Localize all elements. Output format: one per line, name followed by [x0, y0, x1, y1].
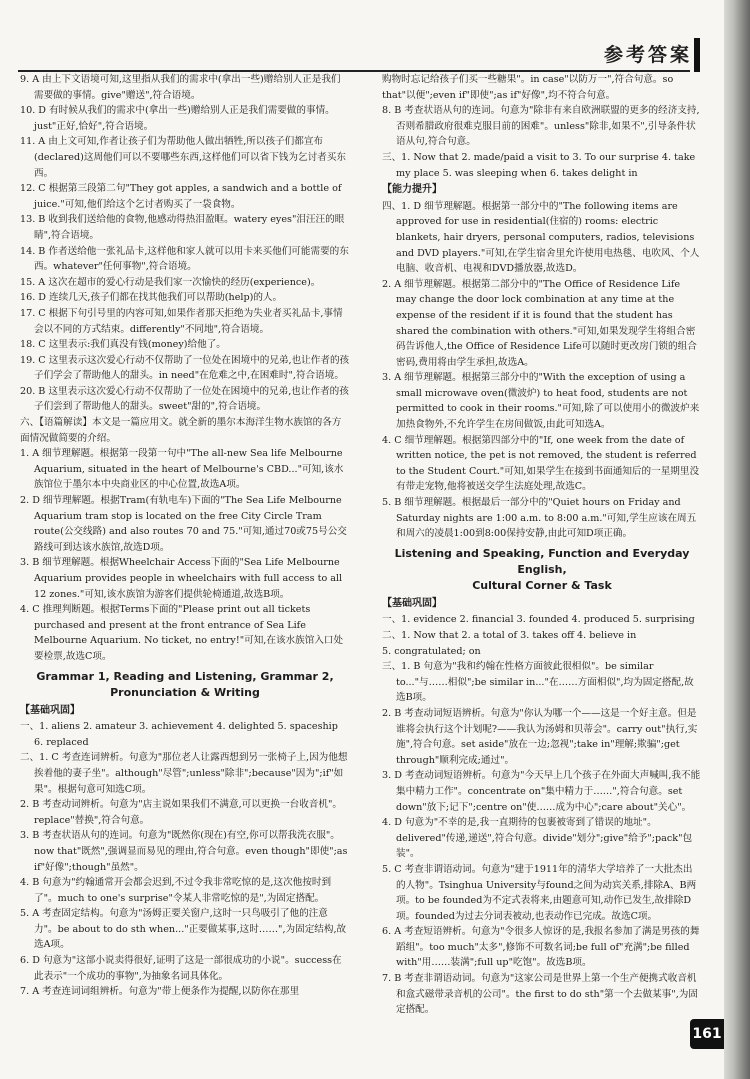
- answer-item: 3. B 细节理解题。根据Wheelchair Access下面的"Sea Life Melbourne Aquarium provides people in wheelchairs with full access to all 12 zones."可知,该水族馆为游客们提供轮椅通道,故选B项。: [20, 557, 343, 600]
- answer-item: 2. B 考查动词短语辨析。句意为"你认为哪一个——这是一个好主意。但是谁将会执行这个计划呢?——我认为汤姆和贝蒂会"。carry out"执行,实施",符合句意。set aside"放在一边;忽视";take in"理解;欺骗";get through"顺利完成;通过"。: [382, 707, 698, 766]
- subsection-tag: 【基础巩固】: [20, 704, 80, 716]
- section-heading: Listening and Speaking, Function and Everyday English, Cultural Corner & Task: [394, 546, 690, 592]
- answer-item: 20. B 这里表示这次爱心行动不仅帮助了一位处在困境中的兄弟,也让作者的孩子们尝到了帮助他人的甜头。sweet"甜的",符合语境。: [20, 385, 349, 413]
- answer-item: 6. D 句意为"这部小说卖得很好,证明了这是一部很成功的小说"。success在此表示"一个成功的事物",为抽象名词具体化。: [20, 955, 342, 982]
- page-title: 参考答案: [603, 44, 692, 66]
- answer-item: 2. D 细节理解题。根据Tram(有轨电车)下面的"The Sea Life Melbourne Aquarium tram stop is located on the free City Circle Tram route(公交线路) and also routes 70 and 75."可知,通过70或75号公交路线可到达该水族馆,故选D项。: [20, 495, 347, 553]
- answer-item: 5. C 考查非谓语动词。句意为"建于1911年的清华大学培养了一大批杰出的人物"。Tsinghua University与found之间为动宾关系,排除A、B两项。to be founded为不定式表将来,由题意可知,动作已发生,故排除D项。founded为过去分词表被动,也表动作已完成。故选C项。: [382, 863, 697, 922]
- right-column: [382, 72, 702, 1018]
- answer-item: 4. D 句意为"不幸的是,我一直期待的包裹被寄到了错误的地址"。delivered"传递,递送",符合句意。divide"划分";give"给予";pack"包装"。: [382, 817, 693, 860]
- answer-item: 11. A 由上文可知,作者让孩子们为帮助他人做出牺牲,所以孩子们都宣布(declared)这周他们可以不要哪些东西,这样他们可以省下钱为乞讨者买东西。: [20, 136, 346, 179]
- answer-item: 一、1. aliens 2. amateur 3. achievement 4. delighted 5. spaceship 6. replaced: [20, 721, 338, 748]
- answer-item: 10. D 有时候从我们的需求中(拿出一些)赠给别人正是我们需要做的事情。just"正好,恰好",符合语境。: [20, 105, 335, 132]
- section-heading: Grammar 1, Reading and Listening, Grammar 2, Pronunciation & Writing: [36, 669, 334, 699]
- left-column: [20, 72, 350, 1000]
- answer-item: 二、1. Now that 2. a total of 3. takes off 4. believe in: [382, 630, 637, 641]
- answer-item: 四、1. D 细节理解题。根据第一部分中的"The following items are approved for use in residential(住宿的) rooms: electric blankets, hair dryers, personal computers, radios, televisions and DVD players."可知,在学生宿舍里允许使用电热毯、电吹风、个人电脑、收音机、电视和DVD播放器,故选D。: [382, 200, 700, 275]
- answer-item: 5. congratulated; on: [382, 645, 481, 657]
- answer-item: 18. C 这里表示:我们真没有钱(money)给他了。: [20, 339, 226, 351]
- answer-item: 5. A 考查固定结构。句意为"汤姆正要关窗户,这时一只鸟吸引了他的注意力"。be about to do sth when..."正要做某事,这时……",为固定结构,故选A项。: [20, 908, 347, 951]
- answer-item: 一、1. evidence 2. financial 3. founded 4. produced 5. surprising: [382, 614, 695, 626]
- answer-item: 15. A 这次在超市的爱心行动是我们家一次愉快的经历(experience)。: [20, 276, 321, 288]
- answer-item: 4. C 细节理解题。根据第四部分中的"If, one week from the date of written notice, the pet is not removed, the student is referred to the Student Court."可知,如果学生在接到书面通知后的一星期里没有带走宠物,他将被送交学生法庭处理,故选C。: [382, 434, 700, 493]
- answer-item: 9. A 由上下文语境可知,这里指从我们的需求中(拿出一些)赠给别人正是我们需要做的事情。give"赠送",符合语境。: [20, 74, 341, 101]
- page-edge: [724, 0, 750, 1079]
- answer-item: 4. C 推理判断题。根据Terms下面的"Please print out all tickets purchased and present at the front entrance of Sea Life Melbourne Aquarium. No ticket, no entry!"可知,在该水族馆入口处要检票,故选C项。: [20, 604, 344, 662]
- answer-item: 1. A 细节理解题。根据第一段第一句中"The all-new Sea life Melbourne Aquarium, situated in the heart of Melbourne's CBD..."可知,该水族馆位于墨尔本中央商业区的中心位置,故选A项。: [20, 448, 344, 491]
- answer-item: 购物时忘记给孩子们买一些糖果"。in case"以防万一",符合句意。so that"以便";even if"即使";as if"好像",均不符合句意。: [382, 74, 674, 101]
- answer-item: 12. C 根据第三段第二句"They got apples, a sandwich and a bottle of juice."可知,他们给这个乞讨者购买了一袋食物。: [20, 183, 342, 210]
- answer-item: 8. B 考查状语从句的连词。句意为"除非有来自欧洲联盟的更多的经济支持,否则希腊政府很难克服目前的困难"。unless"除非,如果不",引导条件状语从句,符合句意。: [382, 105, 700, 148]
- answer-item: 7. A 考查连词词组辨析。句意为"带上便条作为提醒,以防你在那里: [20, 986, 300, 998]
- answer-item: 3. B 考查状语从句的连词。句意为"既然你(现在)有空,你可以帮我洗衣服"。now that"既然",强调显而易见的理由,符合句意。even though"即使";as if"好像";though"虽然"。: [20, 830, 348, 873]
- subsection-tag: 【基础巩固】: [382, 597, 442, 609]
- answer-item: 14. B 作者送给他一张礼品卡,这样他和家人就可以用卡来买他们可能需要的东西。whatever"任何事物",符合语境。: [20, 245, 349, 273]
- subsection-tag: 【能力提升】: [382, 184, 442, 196]
- answer-item: 4. B 句意为"约翰通常开会都会迟到,不过令我非常吃惊的是,这次他按时到了"。much to one's surprise"令某人非常吃惊的是",为固定搭配。: [20, 877, 332, 904]
- answer-item: 三、1. Now that 2. made/paid a visit to 3. To our surprise 4. take my place 5. was sleeping when 6. takes delight in: [382, 151, 696, 179]
- answer-item: 3. A 细节理解题。根据第三部分中的"With the exception of using a small microwave oven(微波炉) to heat food, students are not permitted to cook in their rooms."可知,除了可以使用小的微波炉来加热食物外,不允许学生在房间做饭,由此可知选A。: [382, 372, 700, 431]
- page-number: 161: [690, 1019, 724, 1049]
- passage-summary: 六、【语篇解读】本文是一篇应用文。就全新的墨尔本海洋生物水族馆的各方面情况做简要的介绍。: [20, 417, 342, 444]
- answer-item: 16. D 连续几天,孩子们都在找其他我们可以帮助(help)的人。: [20, 292, 283, 304]
- answer-item: 3. D 考查动词短语辨析。句意为"今天早上几个孩子在外面大声喊叫,我不能集中精力工作"。concentrate on"集中精力于……",符合句意。set down"放下;记下";centre on"使……成为中心";care about"关心"。: [382, 770, 701, 813]
- answer-item: 17. C 根据下句引号里的内容可知,如果作者那天拒绝为失业者买礼品卡,事情会以不同的方式结束。differently"不同地",符合语境。: [20, 307, 343, 335]
- answer-item: 5. B 细节理解题。根据最后一部分中的"Quiet hours on Friday and Saturday nights are 1:00 a.m. to 8:00 a.m."可知,学生应该在周五和周六的凌晨1:00到8:00保持安静,由此可知D项正确。: [382, 497, 697, 540]
- answer-item: 13. B 收到我们送给他的食物,他感动得热泪盈眶。watery eyes"泪汪汪的眼睛",符合语境。: [20, 214, 345, 241]
- answer-item: 二、1. C 考查连词辨析。句意为"那位老人让露西想到另一张椅子上,因为他想挨着他的妻子坐"。although"尽管";unless"除非";because"因为";if"如果"。根据句意可知选C项。: [20, 752, 348, 795]
- answer-item: 2. A 细节理解题。根据第二部分中的"The Office of Residence Life may change the door lock combination at any time at the expense of the resident if it is found that the student has shared the combination with others."可知,如果发现学生将组合密码告诉他人,the Office of Residence Life可以随时更改房门锁的组合密码,费用将由学生承担,故选A。: [382, 278, 697, 368]
- answer-item: 三、1. B 句意为"我和约翰在性格方面彼此很相似"。be similar to..."与……相似";be similar in..."在……方面相似",均为固定搭配,故选B项。: [382, 661, 694, 704]
- header-tab-mark: [694, 38, 700, 72]
- answer-item: 19. C 这里表示这次爱心行动不仅帮助了一位处在困境中的兄弟,也让作者的孩子们学会了帮助他人的甜头。in need"在危难之中,在困难时",符合语境。: [20, 354, 350, 382]
- answer-item: 6. A 考查短语辨析。句意为"令很多人惊讶的是,我报名参加了满是男孩的舞蹈组"。too much"太多",修饰不可数名词;be full of"充满";be filled with"用……装满";full up"吃饱"。故选B项。: [382, 926, 700, 969]
- answer-item: 7. B 考查非谓语动词。句意为"这家公司是世界上第一个生产便携式收音机和盒式磁带录音机的公司"。the first to do sth"第一个去做某事",为固定搭配。: [382, 973, 698, 1016]
- answer-item: 2. B 考查动词辨析。句意为"店主说如果我们不满意,可以更换一台收音机"。replace"替换",符合句意。: [20, 799, 342, 826]
